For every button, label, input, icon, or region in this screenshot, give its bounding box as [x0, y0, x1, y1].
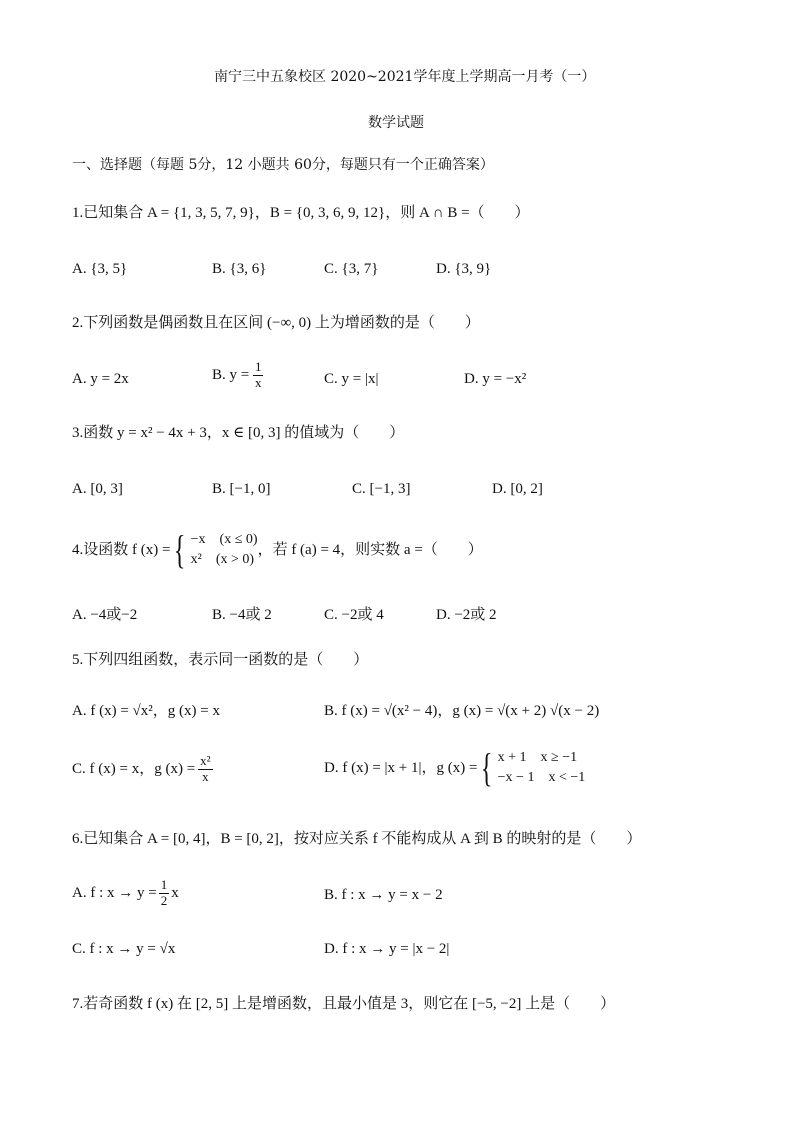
question-3-option-d: D. [0, 2] [492, 481, 543, 497]
question-4-option-a: A. −4或−2 [72, 607, 138, 623]
question-5-option-c [72, 754, 213, 785]
question-4-option-d: D. −2或 2 [436, 607, 497, 623]
question-4-stem-prefix: 4.设函数 f (x) = [72, 541, 171, 558]
left-brace: { [174, 527, 186, 572]
fraction-denominator: x [202, 768, 209, 784]
question-6-option-d: D. f : x → y = |x − 2| [324, 941, 450, 957]
question-1-option-a: A. {3, 5} [72, 261, 128, 277]
question-3-stem: 3.函数 y = x² − 4x + 3，x ∈ [0, 3] 的值域为（ ） [72, 425, 405, 441]
piecewise-case-2: x² (x > 0) [190, 552, 255, 567]
question-2-option-b-prefix: B. y = [212, 366, 250, 383]
section-heading: 一、选择题（每题 5分，12 小题共 60分，每题只有一个正确答案） [72, 157, 494, 173]
question-2-option-d: D. y = −x² [464, 371, 527, 387]
question-7-stem: 7.若奇函数 f (x) 在 [2, 5] 上是增函数，且最小值是 3，则它在 [−5, −2] 上是（ ） [72, 996, 616, 1012]
question-5-option-b: B. f (x) = √(x² − 4)，g (x) = √(x + 2) √(x − 2) [324, 703, 600, 719]
fraction-numerator: 1 [160, 877, 168, 892]
subject-title: 数学试题 [368, 115, 424, 131]
question-2-stem: 2.下列函数是偶函数且在区间 (−∞, 0) 上为增函数的是（ ） [72, 315, 480, 331]
question-4-stem [72, 527, 483, 572]
question-2-option-c: C. y = |x| [324, 371, 379, 387]
question-1-option-b: B. {3, 6} [212, 261, 267, 277]
question-1-option-c: C. {3, 7} [324, 261, 379, 277]
piecewise-function [170, 527, 258, 572]
question-1-stem: 1.已知集合 A = {1, 3, 5, 7, 9}，B = {0, 3, 6, 9, 12}，则 A ∩ B =（ ） [72, 205, 530, 221]
question-4-stem-suffix: ，若 f (a) = 4，则实数 a =（ ） [257, 541, 483, 558]
question-6-option-b: B. f : x → y = x − 2 [324, 887, 443, 903]
question-6-option-a [72, 878, 179, 909]
question-4-option-b: B. −4或 2 [212, 607, 272, 623]
question-2-option-a: A. y = 2x [72, 371, 129, 387]
question-3-option-b: B. [−1, 0] [212, 481, 271, 497]
question-3-option-c: C. [−1, 3] [352, 481, 411, 497]
question-6-option-a-suffix: x [171, 884, 179, 901]
left-brace: { [481, 745, 493, 790]
question-3-option-a: A. [0, 3] [72, 481, 123, 497]
question-5-option-c-prefix: C. f (x) = x，g (x) = [72, 760, 196, 777]
question-5-option-d-prefix: D. f (x) = |x + 1|，g (x) = [324, 759, 478, 776]
question-5-option-a: A. f (x) = √x²，g (x) = x [72, 703, 220, 719]
question-2-option-b [212, 360, 263, 391]
piecewise-case-1: −x (x ≤ 0) [190, 532, 258, 547]
fraction-numerator: x² [200, 753, 211, 768]
piecewise-case-2: −x − 1 x < −1 [497, 770, 586, 785]
fraction-denominator: x [254, 374, 262, 390]
question-1-option-d: D. {3, 9} [436, 261, 492, 277]
fraction-denominator: 2 [160, 892, 168, 908]
fraction [253, 360, 264, 391]
fraction-numerator: 1 [254, 359, 262, 374]
page-title: 南宁三中五象校区 2020~2021学年度上学期高一月考（一） [214, 69, 596, 85]
question-6-option-c: C. f : x → y = √x [72, 941, 176, 957]
fraction [198, 754, 212, 785]
question-5-option-d [324, 745, 586, 790]
question-6-stem: 6.已知集合 A = [0, 4]，B = [0, 2]，按对应关系 f 不能构成从 A 到 B 的映射的是（ ） [72, 831, 642, 847]
question-6-option-a-prefix: A. f : x → y = [72, 884, 157, 901]
piecewise-case-1: x + 1 x ≥ −1 [497, 750, 578, 765]
fraction [159, 878, 170, 909]
piecewise-function [477, 745, 586, 790]
question-4-option-c: C. −2或 4 [324, 607, 384, 623]
question-5-stem: 5.下列四组函数，表示同一函数的是（ ） [72, 652, 369, 668]
